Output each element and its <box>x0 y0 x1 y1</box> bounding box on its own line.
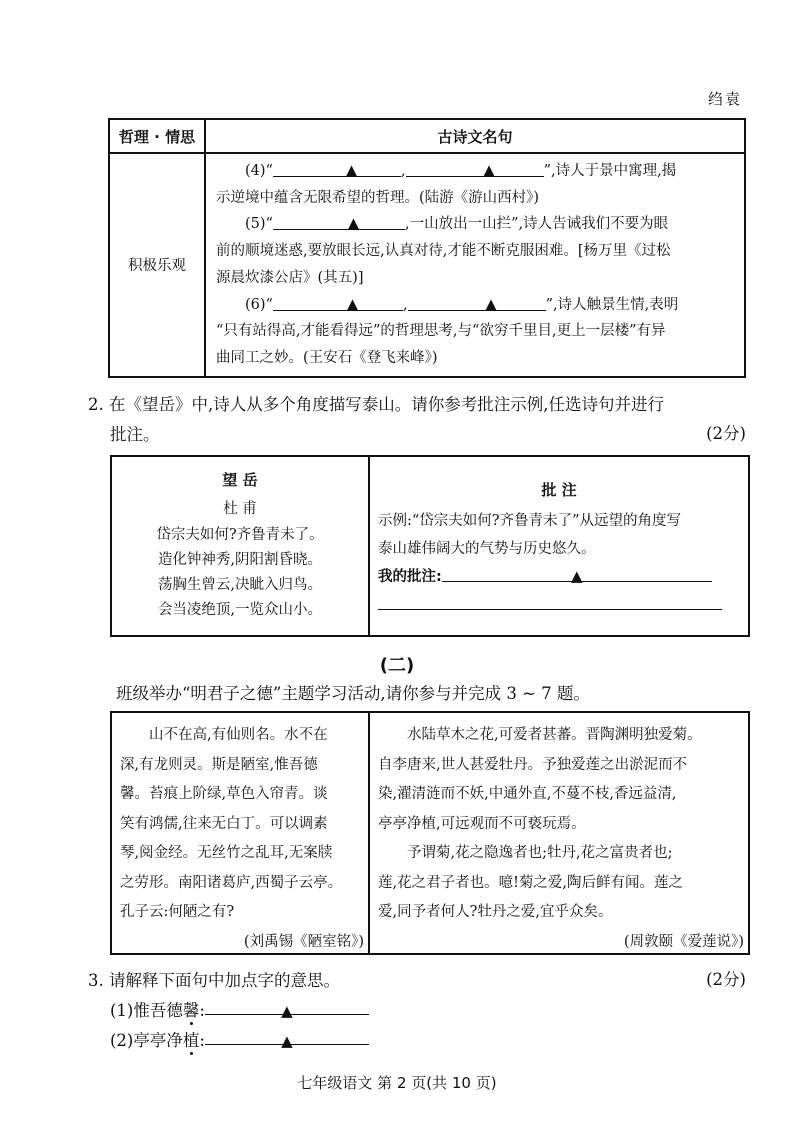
item-4: (4)“ ▲ , ▲ ”,诗人于景中寓理,揭 <box>216 158 736 185</box>
annotation-second-line[interactable] <box>378 609 722 610</box>
poem-annotation-box <box>110 455 750 637</box>
blank-6a[interactable]: ▲ <box>273 292 403 311</box>
poem-line: 会当凌绝顶,一览众山小。 <box>157 602 323 618</box>
question-3-score: (2分) <box>706 970 746 989</box>
item-5: (5)“ ▲ ,一山放出一山拦”,诗人告诫我们不要为眼 <box>216 211 736 238</box>
answer-blank-2[interactable]: ▲ <box>205 1026 369 1045</box>
section-title: (二) <box>379 655 415 676</box>
passage-lou-shi-ming: 山不在高,有仙则名。水不在 深,有龙则灵。斯是陋室,惟吾德 馨。苔痕上阶绿,草色入帘青。谈 笑有鸿儒,往来无白丁。可以调素 琴,阅金经。无丝竹之乱耳,无案牍 之劳形。南阳诸葛庐,西蜀子云亭。 孔子云:何陋之有? (刘禹锡《陋室铭》) <box>120 721 364 957</box>
poem-line: 荡胸生曾云,决眦入归鸟。 <box>157 577 323 593</box>
item-6: (6)“ ▲ , ▲ ”,诗人触景生情,表明 <box>216 292 736 319</box>
dotted-char: 馨 <box>182 1001 200 1020</box>
question-3-item-1: (1)惟吾德馨: ▲ <box>110 996 369 1026</box>
question-2: 2. 在《望岳》中,诗人从多个角度描写泰山。请你参考批注示例,任选诗句并进行 批注。 <box>88 395 664 444</box>
item-5-line3: 源晨炊漆公店》(其五)] <box>216 269 364 286</box>
question-2-score: (2分) <box>706 424 746 443</box>
header-left: 哲理 · 情思 <box>109 119 205 153</box>
annotation-title: 批 注 <box>541 481 577 499</box>
section-intro: 班级举办“明君子之德”主题学习活动,请你参与并完成 3 ~ 7 题。 <box>116 684 590 703</box>
item-5-line2: 前的顺境迷惑,要放眼长远,认真对待,才能不断克服困难。[杨万里《过松 <box>216 243 671 260</box>
corner-mark: 绉袁 <box>708 90 743 108</box>
blank-4b[interactable]: ▲ <box>406 158 544 177</box>
poem-line: 造化钟神秀,阴阳割昏晓。 <box>157 552 323 568</box>
blank-6b[interactable]: ▲ <box>408 292 546 311</box>
question-3: 3. 请解释下面句中加点字的意思。 <box>88 971 340 990</box>
passages-box <box>110 711 750 955</box>
item-4-line2: 示逆境中蕴含无限希望的哲理。(陆游《游山西村》) <box>216 189 540 206</box>
poem-title: 望 岳 <box>222 471 258 489</box>
blank-4a[interactable]: ▲ <box>273 158 401 177</box>
poem-line: 岱宗夫如何?齐鲁青未了。 <box>156 527 324 543</box>
question-3-item-2: (2)亭亭净植: ▲ <box>110 1026 369 1056</box>
page-footer: 七年级语文 第 2 页(共 10 页) <box>297 1074 497 1092</box>
item-6-line3: 曲同工之妙。(王安石《登飞来峰》) <box>216 349 438 366</box>
my-annotation-blank[interactable]: ▲ <box>442 563 712 582</box>
famous-lines-cell <box>205 153 745 377</box>
my-annotation: 我的批注: ▲ <box>378 563 712 591</box>
famous-lines-table <box>108 118 746 378</box>
answer-blank-1[interactable]: ▲ <box>205 996 369 1015</box>
item-6-line2: “只有站得高,才能看得远”的哲理思考,与“欲穷千里目,更上一层楼”有异 <box>216 323 666 340</box>
row-label: 积极乐观 <box>109 153 205 377</box>
dotted-char: 植 <box>182 1031 200 1050</box>
passage2-source: (周敦颐《爱莲说》) <box>623 933 744 950</box>
poem-author: 杜 甫 <box>223 501 257 517</box>
poem-lines <box>112 523 368 623</box>
passage1-source: (刘禹锡《陋室铭》) <box>243 933 364 950</box>
blank-5a[interactable]: ▲ <box>273 211 405 230</box>
passage-ai-lian-shuo: 水陆草木之花,可爱者甚蕃。晋陶渊明独爱菊。 自李唐来,世人甚爱牡丹。予独爱莲之出淤泥而不 染,濯清涟而不妖,中通外直,不蔓不枝,香远益清, 亭亭净植,可远观而不可亵玩焉。 予谓菊,花之隐逸者也;牡丹,花之富贵者也; 莲,花之君子者也。噫!菊之爱,陶后鲜有闻。莲之 爱,同予者何人?牡丹之爱,宜乎众矣。 (周敦颐《爱莲说》) <box>378 721 744 957</box>
annotation-example: 示例:“岱宗夫如何?齐鲁青未了”从远望的角度写 泰山雄伟阔大的气势与历史悠久。 我的批注: ▲ <box>378 507 712 591</box>
header-right: 古诗文名句 <box>205 119 745 153</box>
